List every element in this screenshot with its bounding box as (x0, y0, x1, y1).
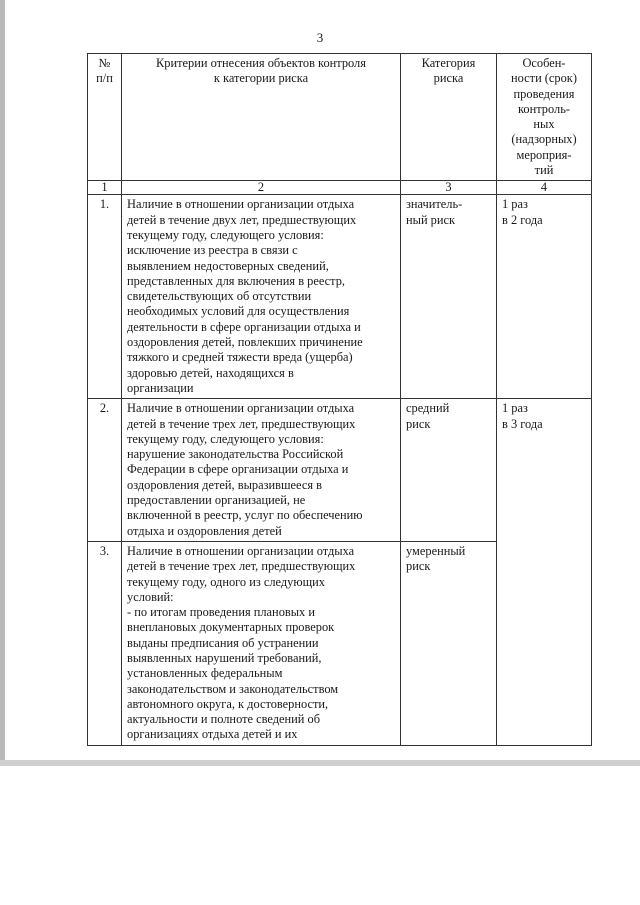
header-category: Категория риска (401, 54, 497, 181)
scan-bottom-edge (0, 760, 640, 766)
column-number-row (88, 181, 592, 195)
risk-criteria-table (87, 53, 592, 746)
row-criteria: Наличие в отношении организации отдыха детей в течение трех лет, предшествующих текущему году, следующего условия: нарушение законодательства Российской Федерации в сфере организации отдыха и оздоровления детей, выразившееся в предоставлении организацией, не включенной в реестр, услуг по обеспечению отдыха и оздоровления детей (122, 399, 401, 542)
header-criteria: Критерии отнесения объектов контроля к категории риска (122, 54, 401, 181)
row-criteria: Наличие в отношении организации отдыха детей в течение двух лет, предшествующих текущему году, следующего условия: исключение из реестра в связи с выявлением недостоверных сведений, представленных для включения в реестр, свидетельствующих об отсутствии необходимых условий для осуществления деятельности в сфере организации отдыха и оздоровления детей, повлекших причинение тяжкого и средней тяжести вреда (ущерба) здоровью детей, находящихся в организации (122, 195, 401, 399)
table-row (88, 195, 592, 399)
row-number: 1. (88, 195, 122, 399)
row-period: 1 раз в 3 года (497, 399, 592, 746)
table-row (88, 399, 592, 542)
column-number: 3 (401, 181, 497, 195)
column-number: 4 (497, 181, 592, 195)
table-header-row (88, 54, 592, 181)
column-number: 1 (88, 181, 122, 195)
row-category: умеренный риск (401, 541, 497, 745)
header-period: Особен- ности (срок) проведения контроль- ных (надзорных) мероприя- тий (497, 54, 592, 181)
header-number: № п/п (88, 54, 122, 181)
scan-left-edge (0, 0, 5, 760)
row-criteria: Наличие в отношении организации отдыха детей в течение трех лет, предшествующих текущему году, одного из следующих условий: - по итогам проведения плановых и внеплановых документарных проверок выданы предписания об устранении выявленных нарушений требований, установленных федеральным законодательством и законодательством автономного округа, к достоверности, актуальности и полноте сведений об организациях отдыха детей и их (122, 541, 401, 745)
row-category: значитель- ный риск (401, 195, 497, 399)
row-period: 1 раз в 2 года (497, 195, 592, 399)
row-number: 2. (88, 399, 122, 542)
row-category: средний риск (401, 399, 497, 542)
row-number: 3. (88, 541, 122, 745)
column-number: 2 (122, 181, 401, 195)
page-number: 3 (316, 30, 324, 45)
